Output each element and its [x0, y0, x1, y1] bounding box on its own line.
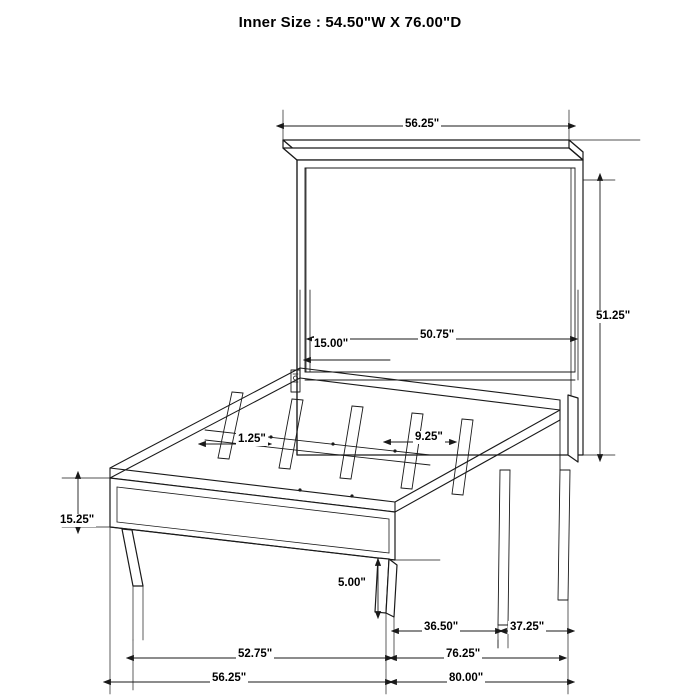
dimension-label-headboard-clearance: 15.00" — [314, 338, 349, 350]
footboard-shape — [110, 478, 395, 560]
dimension-label-leg-height: 5.00" — [338, 577, 366, 589]
dimension-label-headboard-height: 51.25" — [596, 310, 631, 322]
dimension-label-depth-rear: 37.25" — [510, 621, 545, 633]
dimension-label-side-rail-length: 76.25" — [446, 648, 481, 660]
dimension-label-overall-width: 56.25" — [212, 672, 247, 684]
dimension-label-slat-gap: 9.25" — [415, 431, 443, 443]
dimension-label-depth-front: 36.50" — [424, 621, 459, 633]
page-title: Inner Size : 54.50"W X 76.00"D — [238, 14, 462, 31]
dimension-label-footboard-width: 52.75" — [238, 648, 273, 660]
dimension-label-footboard-height: 15.25" — [60, 514, 95, 526]
dimension-label-headboard-panel-width: 50.75" — [420, 329, 455, 341]
dimension-label-slat-width: 1.25" — [238, 433, 266, 445]
dimension-label-overall-length: 80.00" — [449, 672, 484, 684]
dimension-label-headboard-width: 56.25" — [405, 118, 440, 130]
